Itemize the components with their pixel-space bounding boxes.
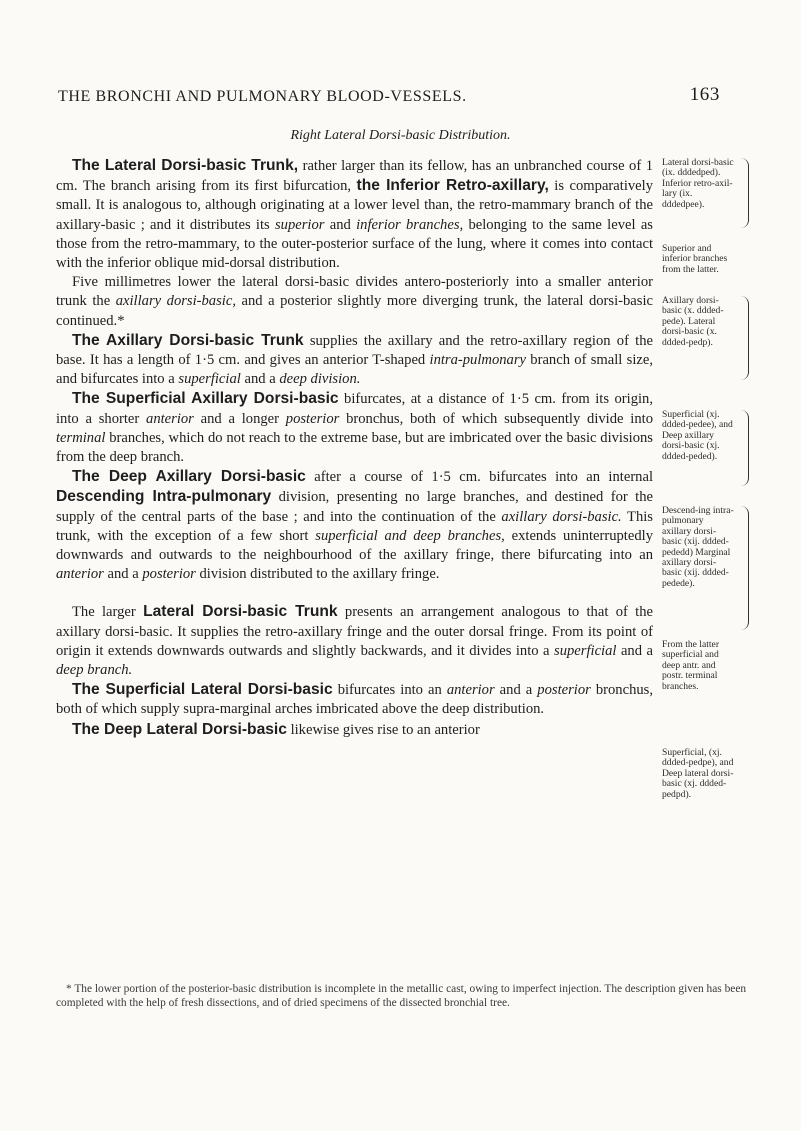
heading-superficial-axillary-dorsi-basic: The Superficial Axillary Dorsi-basic [72,390,339,408]
text-run: rather larger than its fellow, has an unbranched course of 1 cm. The branch arising from its first bifurcation, [56,158,653,195]
margin-note: Axillary dorsi-basic (x. ddded-pede). Lateral dorsi-basic (x. ddded-pedp). [662,295,724,348]
paragraph-five-millimetres [56,273,653,331]
section-title: Right Lateral Dorsi-basic Distribution. [290,128,511,143]
text-run: supplies the axillary and the retro-axillary region of the base. It has a length of 1·5 cm. and gives an anterior T-shaped [56,332,653,369]
italic-run: deep division. [279,371,361,388]
text-run: division distributed to the axillary fringe. [195,566,440,583]
text-run: bifurcates into an [332,682,447,699]
paragraph-deep-axillary [56,467,653,584]
text-run: belonging to the same level as those from the retro-mammary, to the outer-posterior surface of the lung, where it comes into contact with the inferior oblique mid-dorsal distribution. [56,216,653,272]
paragraph-lateral-dorsi-basic [56,156,653,273]
text-run: and a [103,566,143,583]
italic-run: anterior [56,566,104,583]
italic-run: superficial [178,371,241,388]
text-run: division, presenting no large branches, and destined for the supply of the central parts of the base ; and into the continuation of the [56,489,653,525]
text-run: branches, which do not reach to the extreme base, but are imbricated over the basic divisions from the deep branch. [56,429,653,466]
text-run: and a [616,642,653,659]
text-run: and a [494,682,538,699]
text-run: Five millimetres lower the lateral dorsi-basic divides antero-posteriorly into a smaller anterior trunk the [56,274,653,310]
margin-note: Superficial (xj. ddded-pedee), and Deep axillary dorsi-basic (xj. ddded-peded). [662,409,733,462]
text-run: branch of small size, and bifurcates into a [56,352,653,388]
page-number: 163 [689,84,720,105]
margin-note: Descend-ing intra-pulmonary axillary dorsi-basic (xij. ddded-pededd) Marginal axillary dorsi-basic (xij. ddded-pedede). [662,505,734,589]
paragraph-deep-lateral [56,720,653,740]
text-run: likewise gives rise to an anterior [286,721,480,738]
italic-run: axillary dorsi-basic. [501,508,622,525]
paragraph-axillary-dorsi-basic [56,331,653,390]
text-run: This trunk, with the exception of a few short [56,508,653,544]
heading-deep-lateral-dorsi-basic: The Deep Lateral Dorsi-basic [72,720,287,738]
paragraph-superficial-lateral [56,680,653,719]
text-run: bronchus, both of which supply supra-marginal arches imbricated above the deep distribution. [56,682,653,718]
paragraph-lateral-trunk [56,602,653,680]
heading-superficial-lateral-dorsi-basic: The Superficial Lateral Dorsi-basic [72,681,333,699]
heading-lateral-dorsi-basic-trunk: The Lateral Dorsi-basic Trunk, [72,157,299,174]
italic-run: deep branch. [56,662,133,679]
brace-mark [738,296,749,380]
running-head-title: THE BRONCHI AND PULMONARY BLOOD-VESSELS. [58,88,467,105]
italic-run: superficial and deep branches, [315,527,505,544]
italic-run: posterior [537,682,591,699]
italic-run: superior [275,216,325,233]
heading-deep-axillary-dorsi-basic: The Deep Axillary Dorsi-basic [72,468,306,486]
text-run: and a posterior slightly more diverging trunk, the lateral dorsi-basic continued.* [56,293,653,329]
text-run: and [324,216,357,233]
heading-axillary-dorsi-basic-trunk: The Axillary Dorsi-basic Trunk [72,331,304,349]
text-run: bifurcates, at a distance of 1·5 cm. from its origin, into a shorter [56,391,653,427]
text-run: and a longer [193,410,286,427]
text-run: and a [240,371,280,388]
italic-run: axillary dorsi-basic, [115,293,236,310]
italic-run: intra-pulmonary [429,352,526,369]
text-run: presents an arrangement analogous to that of the axillary dorsi-basic. It supplies the retro-axillary fringe and the outer dorsal fringe. From its point of origin it extends downwards outwards and slightly backwards, and it divides into a [56,604,653,659]
text-run: The larger [72,604,144,621]
italic-run: inferior branches, [356,216,464,233]
footnote-text: * The lower portion of the posterior-basic distribution is incomplete in the metallic cast, owing to imperfect injection. The description given has been completed with the help of fresh dissections, and of dried specimens of the dissected bronchial tree. [56,983,747,1010]
text-run: after a course of 1·5 cm. bifurcates into an internal [305,469,654,486]
text-run: extends uninterruptedly downwards and outwards to the neighbourhood of the axillary fringe, there bifurcating into an [56,527,653,564]
main-text [56,156,653,740]
footnote [56,982,756,1011]
margin-note: From the latter superficial and deep antr. and postr. terminal branches. [662,639,720,692]
italic-run: anterior [446,682,495,699]
heading-lateral-dorsi-basic-trunk-larger: Lateral Dorsi-basic Trunk [143,603,338,621]
margin-note: Lateral dorsi-basic (ix. dddedped). Inferior retro-axil-lary (ix. dddedpee). [662,157,734,210]
brace-mark [738,506,749,630]
paragraph-superficial-axillary [56,389,653,467]
margin-note: Superficial, (xj. ddded-pedpe), and Deep lateral dorsi-basic (xj. ddded-pedpd). [662,747,734,800]
brace-mark [738,158,749,228]
heading-descending-intra-pulmonary: Descending Intra-pulmonary [56,488,272,506]
italic-run: posterior [285,410,340,427]
italic-run: posterior [142,566,196,583]
italic-run: terminal [56,429,106,446]
text-run: bronchus, both of which subsequently divide into [339,410,653,427]
brace-mark [738,410,749,486]
italic-run: anterior [146,410,194,427]
text-run: is comparatively small. It is analogous to, although originating at a lower level than, the retro-mammary branch of the axillary-basic ; and it distributes its [56,178,653,233]
italic-run: superficial [554,642,617,659]
heading-inferior-retro-axillary: the Inferior Retro-axillary, [356,177,549,195]
margin-note: Superior and inferior branches from the latter. [662,243,728,275]
